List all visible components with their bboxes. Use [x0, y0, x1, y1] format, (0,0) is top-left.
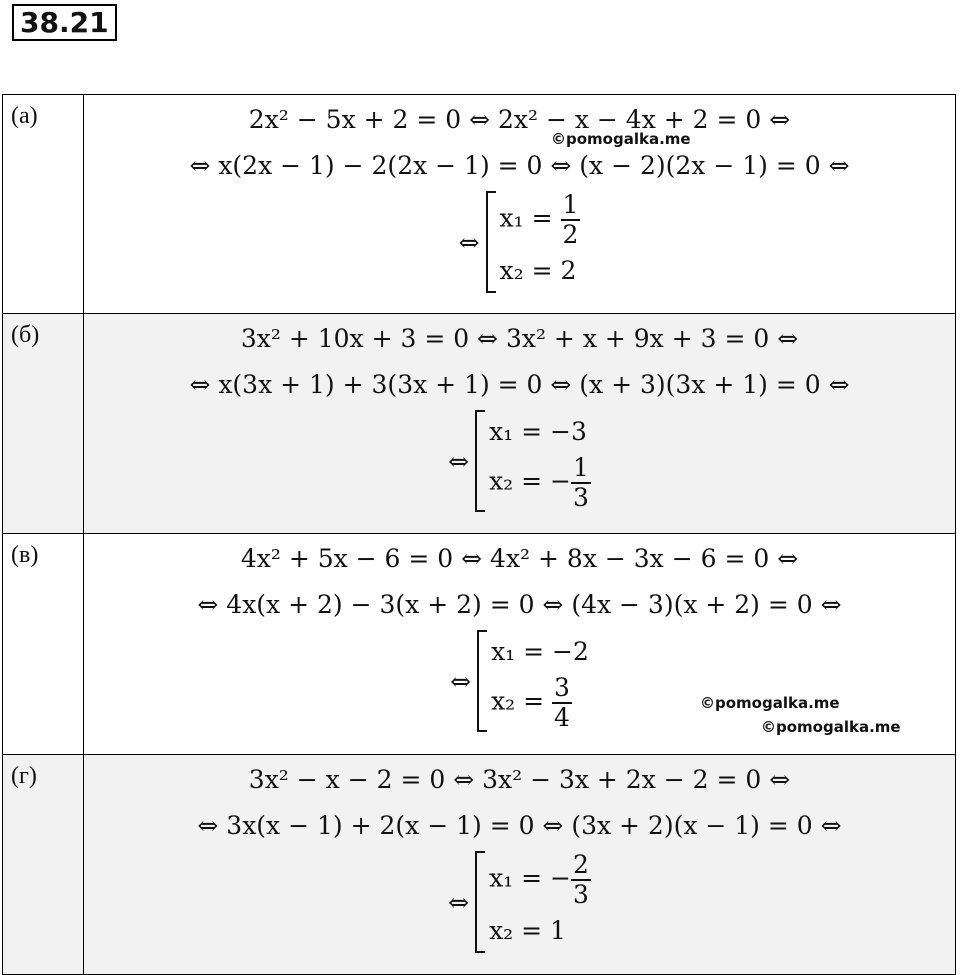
- fraction: [571, 851, 591, 909]
- roots-system: [450, 630, 589, 732]
- numerator: 1: [572, 453, 589, 482]
- equivalence-sign: ⇔: [458, 227, 480, 257]
- roots-list: [489, 851, 591, 953]
- roots-list: [489, 410, 591, 512]
- equation-line: ⇔ 3x(x − 1) + 2(x − 1) = 0 ⇔ (3x + 2)(x − 1) = 0 ⇔: [197, 811, 842, 840]
- part-content: [84, 755, 956, 975]
- denominator: 4: [554, 703, 570, 732]
- root-line: [500, 191, 581, 249]
- watermark: ©pomogalka.me: [761, 718, 901, 736]
- fraction: [571, 454, 591, 512]
- roots-system: [459, 191, 581, 293]
- part-content: [84, 314, 956, 534]
- roots-list: [491, 630, 589, 732]
- equation-line: 3x² − x − 2 = 0 ⇔ 3x² − 3x + 2x − 2 = 0 ⇔: [248, 765, 791, 794]
- equation-line: 2x² − 5x + 2 = 0 ⇔ 2x² − x − 4x + 2 = 0 ⇔: [248, 105, 791, 134]
- equation-line: ⇔ x(3x + 1) + 3(3x + 1) = 0 ⇔ (x + 3)(3x + 1) = 0 ⇔: [189, 370, 850, 399]
- numerator: 2: [572, 850, 589, 879]
- root-lhs: x₂ =: [491, 686, 553, 716]
- root-line: [491, 674, 572, 732]
- root-lhs: x₁ = −: [489, 863, 571, 893]
- root-line: x₂ = 2: [499, 256, 577, 285]
- denominator: 3: [572, 483, 589, 512]
- roots-system: [448, 851, 591, 953]
- problem-number: 38.21: [12, 4, 117, 41]
- part-label: (б): [3, 314, 84, 534]
- root-lhs: x₂ = −: [489, 466, 571, 496]
- watermark: ©pomogalka.me: [700, 694, 840, 712]
- equivalence-sign: ⇔: [448, 887, 470, 917]
- equivalence-sign: ⇔: [448, 446, 470, 476]
- root-line: [489, 851, 591, 909]
- equation-line: 3x² + 10x + 3 = 0 ⇔ 3x² + x + 9x + 3 = 0 ⇔: [240, 324, 799, 353]
- table-row: [3, 95, 956, 314]
- root-lhs: x₁ =: [499, 203, 561, 233]
- part-content: [84, 95, 956, 314]
- square-bracket: [486, 191, 496, 293]
- roots-list: [500, 191, 581, 293]
- roots-system: [448, 410, 591, 512]
- root-line: x₁ = −3: [489, 417, 587, 446]
- root-line: x₁ = −2: [491, 637, 589, 666]
- root-line: [489, 454, 591, 512]
- part-label: (а): [3, 95, 84, 314]
- square-bracket: [475, 410, 485, 512]
- denominator: 2: [562, 220, 579, 249]
- equivalence-sign: ⇔: [450, 666, 472, 696]
- table-row: [3, 314, 956, 534]
- root-line: x₂ = 1: [489, 916, 566, 945]
- numerator: 3: [554, 673, 570, 702]
- square-bracket: [477, 630, 487, 732]
- fraction: [561, 191, 581, 249]
- fraction: [552, 674, 572, 732]
- table-row: [3, 755, 956, 975]
- square-bracket: [475, 851, 485, 953]
- part-label: (в): [3, 534, 84, 755]
- watermark: ©pomogalka.me: [551, 130, 691, 148]
- equation-line: ⇔ x(2x − 1) − 2(2x − 1) = 0 ⇔ (x − 2)(2x − 1) = 0 ⇔: [189, 151, 850, 180]
- denominator: 3: [572, 880, 589, 909]
- numerator: 1: [562, 190, 579, 219]
- part-label: (г): [3, 755, 84, 975]
- solutions-table: [2, 94, 956, 975]
- equation-line: ⇔ 4x(x + 2) − 3(x + 2) = 0 ⇔ (4x − 3)(x + 2) = 0 ⇔: [197, 590, 842, 619]
- equation-line: 4x² + 5x − 6 = 0 ⇔ 4x² + 8x − 3x − 6 = 0 ⇔: [240, 544, 799, 573]
